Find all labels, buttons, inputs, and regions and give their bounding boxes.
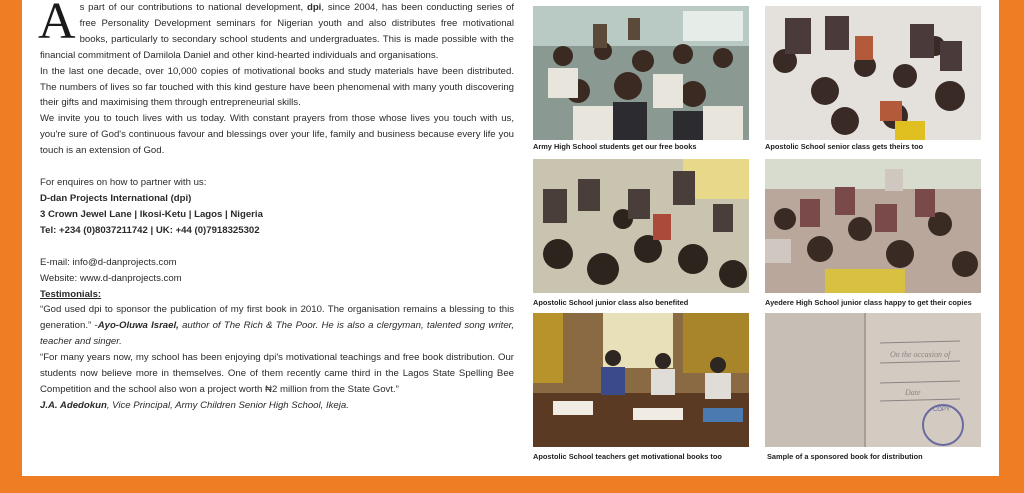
testimonial-1: “God used dpi to sponsor the publication of my first book in 2010. The organisation remains a blessing to this generation.” -Ayo-Oluwa Israel, author of The Rich & The Poor. He is also a clergyman, talented song writer, teacher and singer. (40, 304, 514, 348)
intro-paragraph-1: As part of our contributions to national development, dpi, since 2004, has been conducting series of free Personality Development seminars for Nigerian youth and also distributes free motivational books, particularly to secondary school students and undergraduates. This is made possible with the financial commitment of Damilola Daniel and other kind-hearted individuals and organisations. (38, 0, 514, 61)
book-line-2: Date (905, 388, 921, 397)
contact-website[interactable]: Website: www.d-danprojects.com (40, 272, 182, 284)
photo-apostolic-senior (765, 6, 981, 140)
intro-paragraph-3: We invite you to touch lives with us today. With constant prayers from those whose lives you touch with us, you're sure of God's continuous favour and blessings over your life, family and business because every life you touch is an extension of God. (40, 113, 514, 157)
testimonial-1-author: Ayo-Oluwa Israel, (97, 320, 179, 332)
testimonial-2: “For many years now, my school has been enjoying dpi's motivational teachings and free book distribution. Our students now believe more in themselves. One of them recently came third in the Lagos State Spelling Bee Competition and the school also won a project worth ₦2 million from the State Govt.” (40, 352, 514, 395)
company-name: D-dan Projects International (dpi) (40, 192, 192, 204)
photo-army-high-school (533, 6, 749, 140)
photo-4-caption: Ayedere High School junior class happy to get their copies (765, 298, 972, 307)
intro-paragraph-2: In the last one decade, over 10,000 copies of motivational books and study materials have been distributed. The numbers of lives so far touched with this kind gesture have been phenomenal with many youth discovering their gifts and maximising them through entrepreneurial skills. (40, 65, 514, 109)
contact-lead: For enquires on how to partner with us: (40, 177, 207, 189)
stamp-text: COPY (933, 407, 951, 413)
drop-cap: A (38, 0, 76, 50)
brochure-page (22, 0, 999, 476)
photo-apostolic-junior (533, 159, 749, 293)
photo-1-caption: Army High School students get our free books (533, 142, 697, 151)
contact-block (40, 175, 514, 286)
photo-ayedere-high-school (765, 159, 981, 293)
brand-name: dpi (306, 2, 322, 13)
testimonial-2-author: J.A. Adedokun (40, 399, 107, 411)
testimonial-2-credit: J.A. Adedokun, Vice Principal, Army Children Senior High School, Ikeja. (40, 399, 349, 411)
photo-5-caption: Apostolic School teachers get motivational books too (533, 452, 722, 461)
company-address: 3 Crown Jewel Lane | Ikosi-Ketu | Lagos | Nigeria (40, 208, 263, 220)
photo-3-caption: Apostolic School junior class also benefited (533, 298, 689, 307)
photo-sample-book (765, 313, 981, 447)
photo-2-caption: Apostolic School senior class gets theirs too (765, 142, 924, 151)
contact-email[interactable]: E-mail: info@d-danprojects.com (40, 256, 177, 268)
book-line-1: On the occasion of (890, 350, 951, 359)
photo-apostolic-teachers (533, 313, 749, 447)
photo-6-caption: Sample of a sponsored book for distribution (767, 452, 923, 461)
bottom-frame (0, 476, 1024, 493)
text-column (40, 0, 514, 414)
company-phone: Tel: +234 (0)8037211742 | UK: +44 (0)7918325302 (40, 224, 260, 236)
testimonials-heading: Testimonials: (40, 288, 102, 300)
